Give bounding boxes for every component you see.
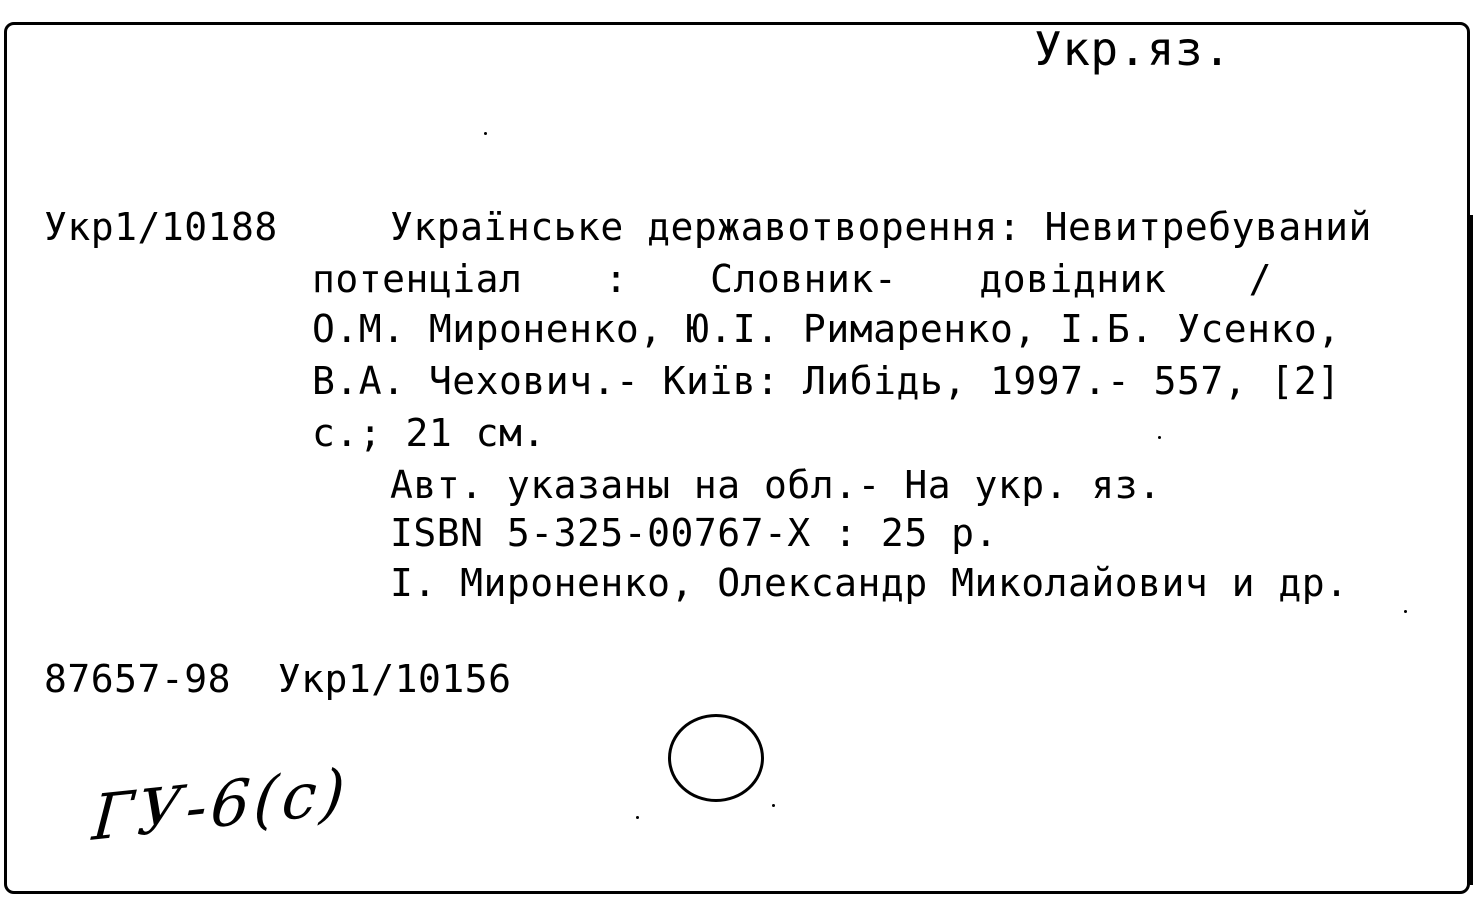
speck xyxy=(636,816,639,819)
description-title-line: Українське державотворення: Невитребуваний xyxy=(390,205,1372,249)
description-authors-line: О.М. Мироненко, Ю.І. Римаренко, І.Б. Усенко, xyxy=(312,307,1341,351)
language-header: Укр.яз. xyxy=(1034,22,1232,76)
speck xyxy=(484,132,487,135)
accession-number: 87657-98 Укр1/10156 xyxy=(44,657,512,701)
added-entry: I. Мироненко, Олександр Миколайович и др. xyxy=(390,561,1349,605)
description-word: / xyxy=(1248,257,1272,301)
shelf-code: Укр1/10188 xyxy=(44,205,278,249)
speck xyxy=(1158,436,1161,439)
speck xyxy=(772,804,775,807)
description-word: : xyxy=(604,257,628,301)
description-word: потенціал xyxy=(312,257,523,301)
stamp-circle xyxy=(668,714,764,802)
handwritten-mark: ГУ-6(с) xyxy=(90,754,352,855)
authors-note: Авт. указаны на обл.- На укр. яз. xyxy=(390,463,1162,507)
description-collation-line: с.; 21 см. xyxy=(312,411,546,455)
speck xyxy=(1404,610,1407,613)
description-word: Словник- xyxy=(710,257,898,301)
description-line-2 xyxy=(312,257,1272,301)
description-imprint-line: В.А. Чехович.- Київ: Либідь, 1997.- 557, [2] xyxy=(312,359,1341,403)
isbn-line: ISBN 5-325-00767-X : 25 р. xyxy=(390,511,998,555)
description-word: довідник xyxy=(979,257,1167,301)
